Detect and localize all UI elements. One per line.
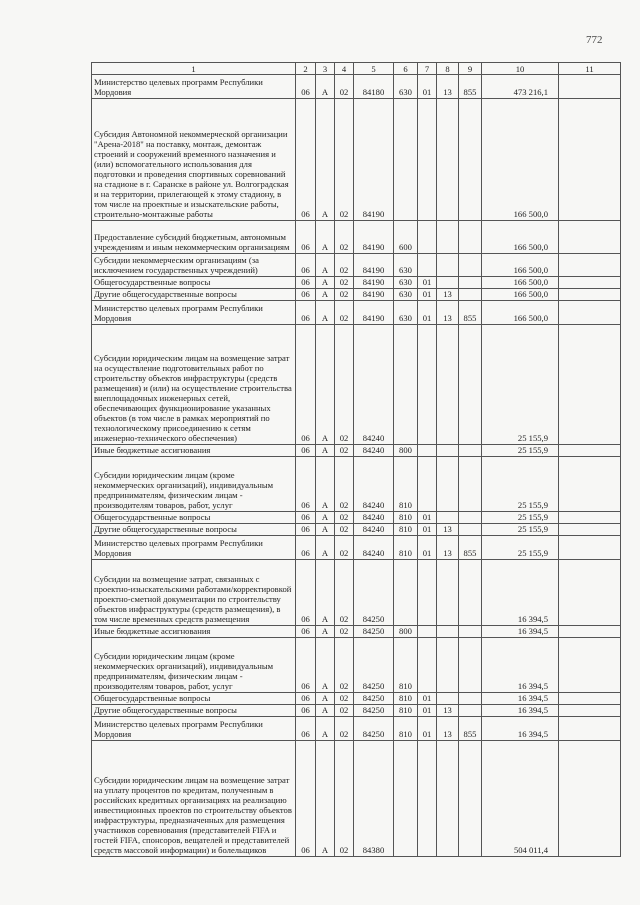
col-11-cell	[559, 457, 621, 512]
code-col-9-cell	[459, 445, 482, 457]
code-col-8-cell: 13	[437, 524, 459, 536]
code-col-3-cell: А	[316, 289, 335, 301]
table-row	[92, 254, 621, 277]
code-col-2-cell: 06	[296, 524, 316, 536]
col-11-cell	[559, 693, 621, 705]
code-col-9-cell: 855	[459, 717, 482, 741]
amount-cell: 16 394,5	[482, 626, 559, 638]
amount-cell: 25 155,9	[482, 536, 559, 560]
code-col-2-cell: 06	[296, 626, 316, 638]
code-col-8-cell	[437, 560, 459, 626]
table-body	[92, 75, 621, 857]
amount-cell: 16 394,5	[482, 693, 559, 705]
code-col-6-cell: 800	[394, 626, 418, 638]
code-col-6-cell: 810	[394, 524, 418, 536]
code-col-9-cell	[459, 254, 482, 277]
code-col-2-cell: 06	[296, 717, 316, 741]
code-col-2-cell: 06	[296, 325, 316, 445]
amount-cell: 166 500,0	[482, 277, 559, 289]
code-col-6-cell: 810	[394, 512, 418, 524]
code-col-7-cell	[418, 457, 437, 512]
item-name-cell: Иные бюджетные ассигнования	[92, 445, 296, 457]
code-col-5-cell: 84240	[354, 445, 394, 457]
code-col-3-cell: А	[316, 99, 335, 221]
budget-table	[91, 62, 621, 857]
col-11-cell	[559, 277, 621, 289]
code-col-9-cell	[459, 221, 482, 254]
amount-cell: 504 011,4	[482, 741, 559, 857]
column-number-row	[92, 63, 621, 75]
code-col-3-cell: А	[316, 560, 335, 626]
table-row	[92, 524, 621, 536]
budget-table-wrap	[91, 62, 621, 857]
code-col-7-cell	[418, 325, 437, 445]
column-header: 9	[459, 63, 482, 75]
code-col-8-cell	[437, 741, 459, 857]
item-name-cell: Субсидии юридическим лицам на возмещение затрат на уплату процентов по кредитам, полученным в российских кредитных организациях на реализацию инвестиционных проектов по строительству объектов инфраструктуры, предназначенных для размещения участников соревнования (представителей FIFA и гостей FIFA, спонсоров, вещателей и представителей средств массовой информации) и болельщиков	[92, 741, 296, 857]
code-col-6-cell	[394, 741, 418, 857]
item-name-cell: Субсидии юридическим лицам на возмещение затрат на осуществление подготовительных работ по строительству объектов инфраструктуры (средств размещения) и (или) на осуществление строительства внеплощадочных инженерных сетей, обеспечивающих функционирование указанных объектов (в том числе в рамках мероприятий по технологическому присоединению к сетям инженерно-технического обеспечения)	[92, 325, 296, 445]
amount-cell: 16 394,5	[482, 705, 559, 717]
code-col-5-cell: 84190	[354, 254, 394, 277]
code-col-8-cell: 13	[437, 717, 459, 741]
col-11-cell	[559, 301, 621, 325]
code-col-4-cell: 02	[335, 560, 354, 626]
code-col-7-cell: 01	[418, 75, 437, 99]
code-col-7-cell: 01	[418, 717, 437, 741]
item-name-cell: Субсидии юридическим лицам (кроме некоммерческих организаций), индивидуальным предпринимателям, физическим лицам - производителям товаров, работ, услуг	[92, 457, 296, 512]
code-col-7-cell	[418, 221, 437, 254]
code-col-9-cell	[459, 99, 482, 221]
amount-cell: 166 500,0	[482, 254, 559, 277]
code-col-5-cell: 84240	[354, 457, 394, 512]
table-row	[92, 536, 621, 560]
code-col-7-cell: 01	[418, 705, 437, 717]
code-col-5-cell: 84190	[354, 221, 394, 254]
code-col-3-cell: А	[316, 221, 335, 254]
code-col-8-cell	[437, 693, 459, 705]
code-col-9-cell	[459, 693, 482, 705]
code-col-6-cell	[394, 560, 418, 626]
code-col-3-cell: А	[316, 705, 335, 717]
code-col-5-cell: 84240	[354, 524, 394, 536]
table-row	[92, 705, 621, 717]
code-col-6-cell: 630	[394, 289, 418, 301]
table-row	[92, 741, 621, 857]
table-row	[92, 325, 621, 445]
item-name-cell: Другие общегосударственные вопросы	[92, 289, 296, 301]
col-11-cell	[559, 325, 621, 445]
code-col-3-cell: А	[316, 741, 335, 857]
code-col-6-cell: 630	[394, 75, 418, 99]
code-col-7-cell: 01	[418, 301, 437, 325]
code-col-8-cell	[437, 254, 459, 277]
table-row	[92, 277, 621, 289]
table-row	[92, 560, 621, 626]
code-col-8-cell: 13	[437, 289, 459, 301]
item-name-cell: Субсидии юридическим лицам (кроме некоммерческих организаций), индивидуальным предпринимателям, физическим лицам - производителям товаров, работ, услуг	[92, 638, 296, 693]
code-col-9-cell: 855	[459, 301, 482, 325]
column-header: 4	[335, 63, 354, 75]
code-col-6-cell: 810	[394, 638, 418, 693]
code-col-5-cell: 84250	[354, 705, 394, 717]
column-header: 1	[92, 63, 296, 75]
code-col-8-cell: 13	[437, 301, 459, 325]
table-row	[92, 445, 621, 457]
item-name-cell: Предоставление субсидий бюджетным, автономным учреждениям и иным некоммерческим организациям	[92, 221, 296, 254]
code-col-5-cell: 84190	[354, 289, 394, 301]
amount-cell: 16 394,5	[482, 638, 559, 693]
code-col-9-cell	[459, 626, 482, 638]
code-col-3-cell: А	[316, 457, 335, 512]
col-11-cell	[559, 717, 621, 741]
table-row	[92, 99, 621, 221]
code-col-4-cell: 02	[335, 693, 354, 705]
code-col-3-cell: А	[316, 638, 335, 693]
code-col-3-cell: А	[316, 536, 335, 560]
code-col-2-cell: 06	[296, 75, 316, 99]
col-11-cell	[559, 445, 621, 457]
code-col-4-cell: 02	[335, 99, 354, 221]
code-col-6-cell	[394, 325, 418, 445]
code-col-5-cell: 84250	[354, 638, 394, 693]
col-11-cell	[559, 99, 621, 221]
code-col-9-cell	[459, 741, 482, 857]
code-col-6-cell	[394, 99, 418, 221]
code-col-7-cell: 01	[418, 289, 437, 301]
code-col-2-cell: 06	[296, 221, 316, 254]
table-row	[92, 693, 621, 705]
code-col-3-cell: А	[316, 75, 335, 99]
item-name-cell: Министерство целевых программ Республики Мордовия	[92, 75, 296, 99]
item-name-cell: Иные бюджетные ассигнования	[92, 626, 296, 638]
code-col-2-cell: 06	[296, 301, 316, 325]
column-header: 6	[394, 63, 418, 75]
code-col-8-cell: 13	[437, 75, 459, 99]
column-header: 7	[418, 63, 437, 75]
amount-cell: 473 216,1	[482, 75, 559, 99]
code-col-7-cell	[418, 254, 437, 277]
code-col-7-cell: 01	[418, 512, 437, 524]
amount-cell: 166 500,0	[482, 221, 559, 254]
amount-cell: 166 500,0	[482, 301, 559, 325]
code-col-4-cell: 02	[335, 705, 354, 717]
amount-cell: 166 500,0	[482, 99, 559, 221]
amount-cell: 25 155,9	[482, 325, 559, 445]
code-col-3-cell: А	[316, 277, 335, 289]
code-col-5-cell: 84190	[354, 301, 394, 325]
item-name-cell: Другие общегосударственные вопросы	[92, 705, 296, 717]
code-col-4-cell: 02	[335, 221, 354, 254]
code-col-3-cell: А	[316, 717, 335, 741]
col-11-cell	[559, 524, 621, 536]
item-name-cell: Общегосударственные вопросы	[92, 512, 296, 524]
code-col-2-cell: 06	[296, 512, 316, 524]
code-col-4-cell: 02	[335, 301, 354, 325]
amount-cell: 16 394,5	[482, 560, 559, 626]
code-col-8-cell: 13	[437, 705, 459, 717]
amount-cell: 16 394,5	[482, 717, 559, 741]
table-row	[92, 717, 621, 741]
code-col-5-cell: 84190	[354, 277, 394, 289]
code-col-6-cell: 810	[394, 693, 418, 705]
code-col-8-cell	[437, 99, 459, 221]
item-name-cell: Общегосударственные вопросы	[92, 693, 296, 705]
code-col-2-cell: 06	[296, 277, 316, 289]
code-col-8-cell: 13	[437, 536, 459, 560]
col-11-cell	[559, 626, 621, 638]
code-col-4-cell: 02	[335, 457, 354, 512]
code-col-8-cell	[437, 325, 459, 445]
code-col-6-cell: 810	[394, 705, 418, 717]
col-11-cell	[559, 512, 621, 524]
code-col-3-cell: А	[316, 626, 335, 638]
code-col-2-cell: 06	[296, 560, 316, 626]
code-col-8-cell	[437, 457, 459, 512]
column-header: 3	[316, 63, 335, 75]
code-col-4-cell: 02	[335, 75, 354, 99]
item-name-cell: Субсидии на возмещение затрат, связанных с проектно-изыскательскими работами/корректировкой проектно-сметной документации по строительству объектов инфраструктуры (средств размещения), в том числе временных средств размещения	[92, 560, 296, 626]
code-col-7-cell	[418, 445, 437, 457]
amount-cell: 25 155,9	[482, 445, 559, 457]
table-row	[92, 457, 621, 512]
code-col-7-cell: 01	[418, 277, 437, 289]
code-col-5-cell: 84380	[354, 741, 394, 857]
code-col-2-cell: 06	[296, 638, 316, 693]
code-col-4-cell: 02	[335, 524, 354, 536]
code-col-8-cell	[437, 277, 459, 289]
code-col-6-cell: 630	[394, 254, 418, 277]
code-col-2-cell: 06	[296, 289, 316, 301]
code-col-3-cell: А	[316, 301, 335, 325]
code-col-6-cell: 630	[394, 277, 418, 289]
code-col-6-cell: 600	[394, 221, 418, 254]
code-col-9-cell	[459, 560, 482, 626]
col-11-cell	[559, 741, 621, 857]
column-header: 8	[437, 63, 459, 75]
col-11-cell	[559, 705, 621, 717]
code-col-8-cell	[437, 512, 459, 524]
code-col-9-cell	[459, 638, 482, 693]
code-col-3-cell: А	[316, 512, 335, 524]
code-col-8-cell	[437, 638, 459, 693]
code-col-6-cell: 630	[394, 301, 418, 325]
code-col-8-cell	[437, 221, 459, 254]
col-11-cell	[559, 560, 621, 626]
col-11-cell	[559, 536, 621, 560]
code-col-2-cell: 06	[296, 445, 316, 457]
code-col-2-cell: 06	[296, 741, 316, 857]
table-row	[92, 638, 621, 693]
column-header: 2	[296, 63, 316, 75]
code-col-5-cell: 84190	[354, 99, 394, 221]
code-col-9-cell	[459, 325, 482, 445]
code-col-6-cell: 810	[394, 717, 418, 741]
code-col-4-cell: 02	[335, 741, 354, 857]
code-col-3-cell: А	[316, 524, 335, 536]
code-col-7-cell	[418, 626, 437, 638]
code-col-2-cell: 06	[296, 536, 316, 560]
col-11-cell	[559, 221, 621, 254]
code-col-4-cell: 02	[335, 445, 354, 457]
item-name-cell: Общегосударственные вопросы	[92, 277, 296, 289]
code-col-8-cell	[437, 445, 459, 457]
item-name-cell: Другие общегосударственные вопросы	[92, 524, 296, 536]
code-col-9-cell	[459, 524, 482, 536]
item-name-cell: Министерство целевых программ Республики Мордовия	[92, 301, 296, 325]
item-name-cell: Субсидии некоммерческим организациям (за исключением государственных учреждений)	[92, 254, 296, 277]
column-header: 10	[482, 63, 559, 75]
item-name-cell: Министерство целевых программ Республики Мордовия	[92, 717, 296, 741]
code-col-4-cell: 02	[335, 254, 354, 277]
column-header: 11	[559, 63, 621, 75]
code-col-7-cell: 01	[418, 524, 437, 536]
code-col-7-cell: 01	[418, 536, 437, 560]
code-col-6-cell: 810	[394, 457, 418, 512]
code-col-9-cell: 855	[459, 536, 482, 560]
code-col-9-cell	[459, 457, 482, 512]
code-col-3-cell: А	[316, 325, 335, 445]
item-name-cell: Субсидия Автономной некоммерческой организации "Арена-2018" на поставку, монтаж, демонтаж строений и сооружений временного назначения и (или) вспомогательного использования для подготовки и проведения спортивных соревнований на стадионе в г. Саранске в районе ул. Волгоградская и на территории, прилегающей к этому стадиону, в том числе на проектные и изыскательские работы, строительно-монтажные работы	[92, 99, 296, 221]
code-col-5-cell: 84240	[354, 536, 394, 560]
table-row	[92, 512, 621, 524]
code-col-9-cell	[459, 705, 482, 717]
table-row	[92, 301, 621, 325]
code-col-4-cell: 02	[335, 512, 354, 524]
code-col-8-cell	[437, 626, 459, 638]
code-col-5-cell: 84250	[354, 717, 394, 741]
code-col-4-cell: 02	[335, 638, 354, 693]
code-col-4-cell: 02	[335, 325, 354, 445]
amount-cell: 25 155,9	[482, 512, 559, 524]
code-col-2-cell: 06	[296, 693, 316, 705]
code-col-7-cell	[418, 99, 437, 221]
code-col-7-cell: 01	[418, 693, 437, 705]
table-row	[92, 221, 621, 254]
code-col-5-cell: 84240	[354, 512, 394, 524]
code-col-7-cell	[418, 560, 437, 626]
code-col-9-cell	[459, 277, 482, 289]
code-col-9-cell: 855	[459, 75, 482, 99]
code-col-6-cell: 800	[394, 445, 418, 457]
code-col-4-cell: 02	[335, 277, 354, 289]
col-11-cell	[559, 254, 621, 277]
code-col-5-cell: 84240	[354, 325, 394, 445]
code-col-9-cell	[459, 512, 482, 524]
code-col-4-cell: 02	[335, 289, 354, 301]
amount-cell: 25 155,9	[482, 457, 559, 512]
table-row	[92, 75, 621, 99]
code-col-7-cell	[418, 638, 437, 693]
code-col-3-cell: А	[316, 254, 335, 277]
code-col-5-cell: 84180	[354, 75, 394, 99]
col-11-cell	[559, 75, 621, 99]
code-col-2-cell: 06	[296, 99, 316, 221]
code-col-2-cell: 06	[296, 457, 316, 512]
code-col-4-cell: 02	[335, 536, 354, 560]
col-11-cell	[559, 638, 621, 693]
code-col-2-cell: 06	[296, 705, 316, 717]
table-row	[92, 626, 621, 638]
code-col-6-cell: 810	[394, 536, 418, 560]
code-col-7-cell	[418, 741, 437, 857]
amount-cell: 166 500,0	[482, 289, 559, 301]
code-col-3-cell: А	[316, 693, 335, 705]
code-col-9-cell	[459, 289, 482, 301]
col-11-cell	[559, 289, 621, 301]
column-header: 5	[354, 63, 394, 75]
amount-cell: 25 155,9	[482, 524, 559, 536]
table-row	[92, 289, 621, 301]
code-col-4-cell: 02	[335, 626, 354, 638]
code-col-3-cell: А	[316, 445, 335, 457]
code-col-4-cell: 02	[335, 717, 354, 741]
item-name-cell: Министерство целевых программ Республики Мордовия	[92, 536, 296, 560]
code-col-5-cell: 84250	[354, 560, 394, 626]
code-col-5-cell: 84250	[354, 626, 394, 638]
code-col-2-cell: 06	[296, 254, 316, 277]
page-number: 772	[586, 34, 603, 46]
code-col-5-cell: 84250	[354, 693, 394, 705]
